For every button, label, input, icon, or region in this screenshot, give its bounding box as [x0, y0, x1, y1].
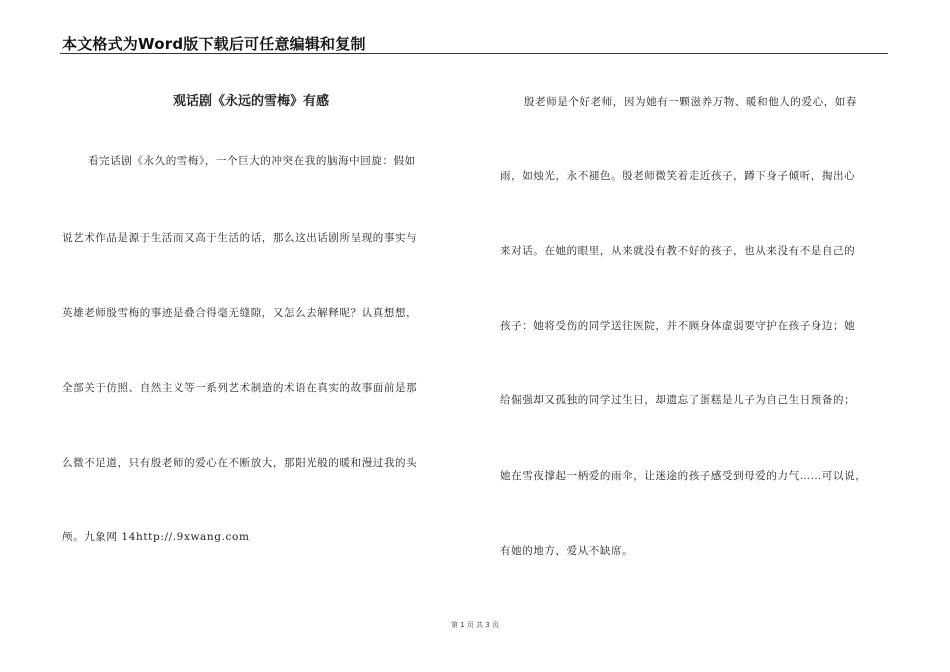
left-line: 全部关于仿照、自然主义等一系列艺术制造的术语在真实的故事面前是那 [62, 382, 418, 394]
right-line: 给倔强却又孤独的同学过生日，却遗忘了蛋糕是儿子为自己生日预备的； [500, 394, 856, 406]
left-line: 英雄老师殷雪梅的事迹是叠合得毫无缝隙，又怎么去解释呢？认真想想， [62, 307, 418, 319]
header-rule [60, 53, 888, 54]
left-line: 看完话剧《永久的雪梅》，一个巨大的冲突在我的脑海中回旋：假如 [88, 155, 416, 167]
right-line: 雨，如烛光，永不褪色。殷老师微笑着走近孩子，蹲下身子倾听，掏出心 [500, 170, 856, 182]
right-line: 来对话。在她的眼里，从来就没有教不好的孩子，也从来没有不是自己的 [500, 245, 856, 257]
article-title: 观话剧《永远的雪梅》有感 [173, 94, 330, 109]
right-line: 她在雪夜撑起一柄爱的雨伞，让迷途的孩子感受到母爱的力气……可以说， [500, 470, 867, 482]
left-line: 说艺术作品是源于生活而又高于生活的话，那么这出话剧所呈现的事实与 [62, 232, 418, 244]
left-line: 么微不足道，只有殷老师的爱心在不断放大，那阳光般的暖和漫过我的头 [62, 457, 418, 469]
right-line: 殷老师是个好老师，因为她有一颗滋养万物、暖和他人的爱心，如春 [524, 96, 857, 108]
header-banner: 本文格式为Word版下载后可任意编辑和复制 [62, 35, 366, 53]
right-line: 有她的地方，爱从不缺席。 [500, 545, 634, 557]
left-line: 颅。九象网 14http://.9xwang.com [62, 531, 250, 543]
right-line: 孩子：她将受伤的同学送往医院，并不顾身体虚弱要守护在孩子身边；她 [500, 320, 856, 332]
page-number: 第 1 页 共 3 页 [450, 621, 500, 629]
